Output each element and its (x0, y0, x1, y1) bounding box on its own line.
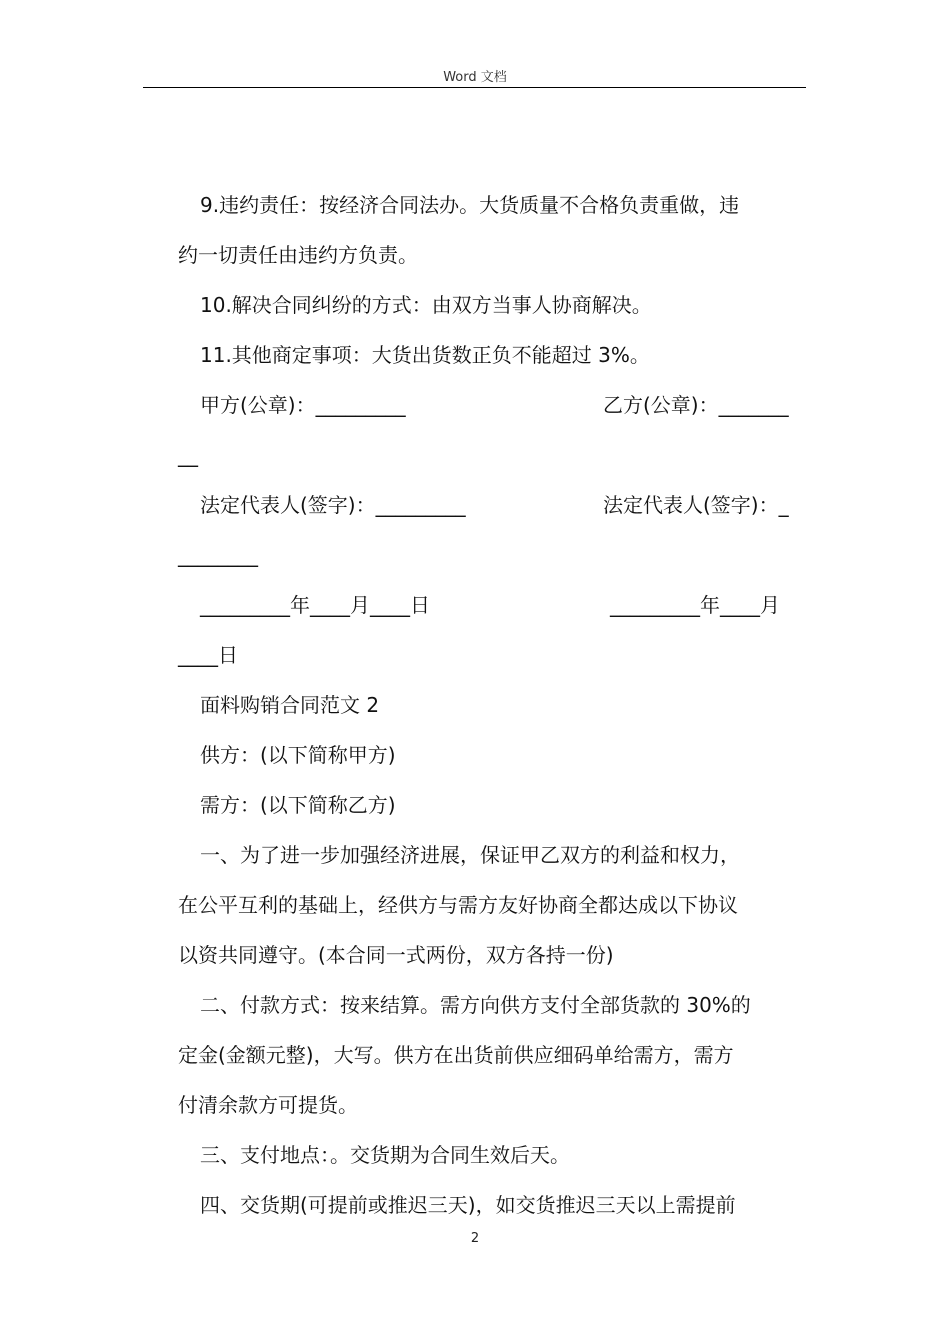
article-1-line-2: 在公平互利的基础上，经供方与需方友好协商全都达成以下协议 (178, 893, 738, 917)
document-body (178, 180, 806, 1230)
party-a-representative: 法定代表人(签字)：_________ (200, 493, 466, 517)
article-3: 三、支付地点：。交货期为合同生效后天。 (200, 1143, 570, 1167)
clause-9-line-1: 9.违约责任：按经济合同法办。大货质量不合格负责重做，违 (200, 193, 740, 217)
article-2-line-1: 二、付款方式：按来结算。需方向供方支付全部货款的 30%的 (200, 993, 751, 1017)
clause-11: 11.其他商定事项：大货出货数正负不能超过 3%。 (200, 343, 650, 367)
party-a-seal: 甲方(公章)：_________ (200, 393, 406, 417)
party-b-representative: 法定代表人(签字)：_ (603, 493, 789, 517)
party-b-seal: 乙方(公章)：_______ (603, 393, 789, 417)
article-2-line-3: 付清余款方可提货。 (178, 1093, 358, 1117)
article-1-line-1: 一、为了进一步加强经济进展，保证甲乙双方的利益和权力， (200, 843, 740, 867)
clause-9-line-2: 约一切责任由违约方负责。 (178, 243, 418, 267)
date-row (178, 580, 806, 630)
section-title: 面料购销合同范文 2 (200, 693, 380, 717)
supplier-line: 供方：(以下简称甲方) (200, 743, 396, 767)
party-a-date: _________年____月____日 (200, 593, 430, 617)
article-2-line-2: 定金(金额元整)，大写。供方在出货前供应细码单给需方，需方 (178, 1043, 734, 1067)
party-b-representative-continuation: ________ (178, 543, 258, 567)
party-b-date: _________年____月 (610, 593, 780, 617)
article-4-line-1: 四、交货期(可提前或推迟三天)，如交货推迟三天以上需提前 (200, 1193, 736, 1217)
clause-10: 10.解决合同纠纷的方式：由双方当事人协商解决。 (200, 293, 652, 317)
party-b-seal-continuation: __ (178, 443, 198, 467)
article-1-line-3: 以资共同遵守。(本合同一式两份，双方各持一份) (178, 943, 614, 967)
buyer-line: 需方：(以下简称乙方) (200, 793, 396, 817)
page-header: Word 文档 (443, 70, 507, 85)
page-number: 2 (470, 1231, 480, 1246)
party-b-date-continuation: ____日 (178, 643, 238, 667)
representative-signature-row (178, 480, 806, 530)
header-rule (143, 87, 806, 88)
seal-signature-row (178, 380, 806, 430)
